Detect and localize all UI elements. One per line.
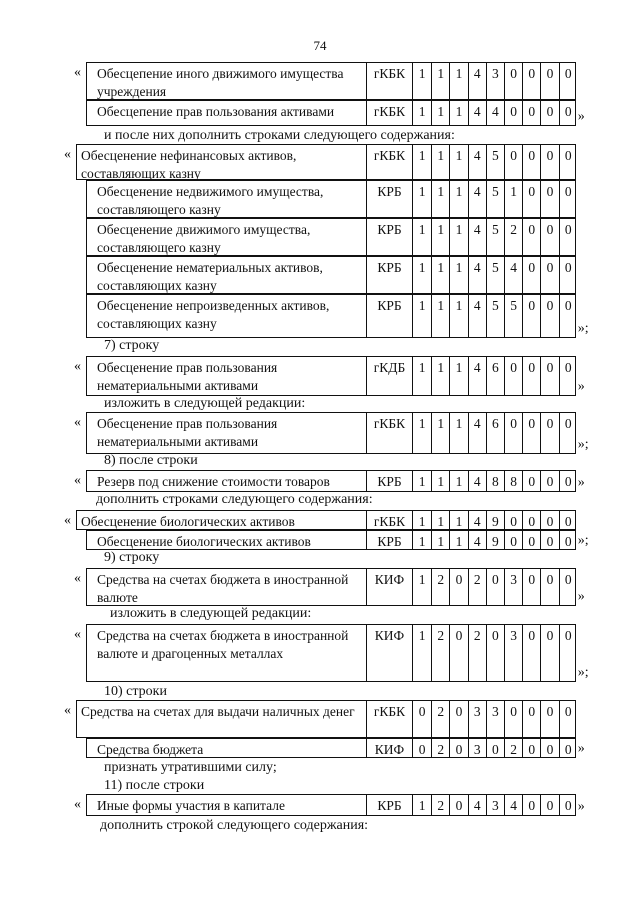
- row-digit: 0: [540, 569, 558, 605]
- row-digit: 0: [540, 219, 558, 255]
- table-row: [86, 470, 576, 492]
- row-digit: 5: [486, 257, 504, 293]
- table-row: [86, 624, 576, 682]
- row-digit: 0: [522, 701, 540, 737]
- table-row: [86, 180, 576, 218]
- row-digit: 4: [468, 101, 486, 125]
- row-name: Обесценение прав пользования нематериальными активами: [87, 413, 367, 453]
- instruction-text: изложить в следующей редакции:: [110, 606, 312, 621]
- row-code: гКДБ: [367, 357, 413, 395]
- row-digit: 1: [449, 181, 467, 217]
- row-digit: 4: [504, 257, 522, 293]
- row-digit: 2: [468, 625, 486, 681]
- row-code: КРБ: [367, 295, 413, 337]
- row-digit: 1: [418, 148, 426, 163]
- row-digit: 2: [431, 701, 449, 737]
- row-digit: 0: [540, 63, 558, 99]
- table-row: [76, 700, 576, 738]
- row-code: гКБК: [367, 511, 413, 529]
- row-code: гКБК: [367, 101, 413, 125]
- row-digit: 6: [486, 413, 504, 453]
- close-quote: »;: [577, 321, 589, 336]
- row-digit: 0: [540, 101, 558, 125]
- row-digit: 0: [522, 295, 540, 337]
- row-digit: 1: [431, 295, 449, 337]
- row-digit: 1: [418, 260, 426, 275]
- row-digit: 0: [559, 511, 577, 529]
- open-quote: «: [74, 65, 81, 80]
- row-digit: 3: [486, 795, 504, 815]
- row-digit: 0: [522, 357, 540, 395]
- row-digit: 0: [540, 701, 558, 737]
- row-name: Резерв под снижение стоимости товаров: [87, 471, 367, 491]
- row-code: КРБ: [367, 181, 413, 217]
- row-digit: 5: [486, 145, 504, 179]
- row-digit: 1: [449, 511, 467, 529]
- row-digit: 1: [449, 357, 467, 395]
- instruction-text: 7) строку: [104, 338, 160, 353]
- row-digit: 1: [431, 219, 449, 255]
- row-digit: 0: [486, 625, 504, 681]
- row-name: Обесценение недвижимого имущества, составляющего казну: [87, 181, 367, 217]
- row-digit: 1: [418, 104, 426, 119]
- row-digit: 3: [468, 701, 486, 737]
- instruction-text: 8) после строки: [104, 453, 198, 468]
- row-digit: 0: [504, 145, 522, 179]
- row-digit: 0: [504, 101, 522, 125]
- row-name: Средства на счетах бюджета в иностранной валюте и драгоценных металлах: [87, 625, 367, 681]
- close-quote: »: [577, 379, 585, 394]
- row-digit: 0: [540, 739, 558, 757]
- row-digit: 9: [486, 511, 504, 529]
- table-row: [76, 144, 576, 180]
- row-digit: 8: [504, 471, 522, 491]
- row-digit: 1: [449, 101, 467, 125]
- row-digit: 0: [540, 295, 558, 337]
- row-digit: 1: [504, 181, 522, 217]
- row-code: гКБК: [367, 63, 413, 99]
- row-digit: 0: [522, 569, 540, 605]
- instruction-text: 11) после строки: [104, 778, 205, 793]
- row-digit: 5: [486, 219, 504, 255]
- row-digit: 0: [559, 413, 577, 453]
- row-digit: 1: [431, 471, 449, 491]
- row-digit: 0: [559, 101, 577, 125]
- row-digit: 0: [522, 739, 540, 757]
- row-digit: 1: [431, 101, 449, 125]
- table-row: [86, 256, 576, 294]
- row-digit: 1: [418, 534, 426, 549]
- row-digit: 0: [559, 471, 577, 491]
- row-digit: 3: [486, 701, 504, 737]
- row-digit: 0: [522, 219, 540, 255]
- close-quote: »: [577, 589, 585, 604]
- row-digit: 0: [540, 145, 558, 179]
- row-digit: 1: [418, 298, 426, 313]
- row-digit: 0: [559, 181, 577, 217]
- row-digit: 4: [504, 795, 522, 815]
- row-digit: 0: [540, 471, 558, 491]
- row-digit: 0: [559, 569, 577, 605]
- row-digit: 2: [431, 795, 449, 815]
- row-digit: 0: [449, 569, 467, 605]
- row-digit: 4: [468, 181, 486, 217]
- row-digit: 1: [449, 145, 467, 179]
- row-digit: 0: [522, 181, 540, 217]
- row-digit: 0: [540, 357, 558, 395]
- row-code: КРБ: [367, 531, 413, 549]
- open-quote: «: [64, 703, 71, 718]
- row-digit: 1: [449, 295, 467, 337]
- instruction-text: дополнить строками следующего содержания:: [96, 492, 373, 507]
- row-digit: 0: [522, 257, 540, 293]
- row-digit: 1: [431, 181, 449, 217]
- row-digit: 0: [559, 257, 577, 293]
- row-digit: 5: [504, 295, 522, 337]
- row-digit: 5: [486, 181, 504, 217]
- row-digit: 1: [418, 798, 426, 813]
- row-digit: 0: [449, 739, 467, 757]
- row-digit: 0: [540, 511, 558, 529]
- row-digit: 4: [468, 795, 486, 815]
- row-digit: 0: [522, 413, 540, 453]
- row-digit: 0: [486, 569, 504, 605]
- row-name: Средства бюджета: [87, 739, 367, 757]
- row-digit: 8: [486, 471, 504, 491]
- row-digit: 1: [418, 572, 426, 587]
- row-name: Иные формы участия в капитале: [87, 795, 367, 815]
- row-digit: 4: [486, 101, 504, 125]
- table-row: [86, 530, 576, 550]
- row-digit: 0: [418, 742, 426, 757]
- row-digit: 0: [522, 145, 540, 179]
- table-row: [86, 62, 576, 100]
- row-digit: 0: [522, 471, 540, 491]
- row-digit: 9: [486, 531, 504, 549]
- row-digit: 4: [468, 295, 486, 337]
- row-digit: 3: [504, 569, 522, 605]
- close-quote: »;: [577, 437, 589, 452]
- row-digit: 4: [468, 531, 486, 549]
- row-digit: 0: [559, 531, 577, 549]
- close-quote: »: [577, 475, 585, 490]
- row-digit: 4: [468, 471, 486, 491]
- row-digit: 0: [559, 145, 577, 179]
- row-digit: 0: [540, 181, 558, 217]
- row-digit: 1: [418, 222, 426, 237]
- open-quote: «: [74, 415, 81, 430]
- row-digit: 3: [486, 63, 504, 99]
- row-digit: 0: [540, 413, 558, 453]
- close-quote: »: [577, 741, 585, 756]
- row-digit: 4: [468, 219, 486, 255]
- table-row: [86, 412, 576, 454]
- row-digit: 6: [486, 357, 504, 395]
- open-quote: «: [74, 571, 81, 586]
- table-row: [86, 794, 576, 816]
- row-digit: 0: [522, 63, 540, 99]
- row-digit: 1: [431, 531, 449, 549]
- instruction-text: дополнить строкой следующего содержания:: [100, 818, 369, 833]
- row-code: КРБ: [367, 471, 413, 491]
- row-code: КИФ: [367, 625, 413, 681]
- row-digit: 1: [431, 63, 449, 99]
- row-digit: 0: [540, 795, 558, 815]
- row-name: Обесценение нефинансовых активов, составляющих казну: [77, 145, 367, 179]
- row-digit: 4: [468, 63, 486, 99]
- instruction-text: 9) строку: [104, 550, 160, 565]
- row-name: Средства на счетах для выдачи наличных денег: [77, 701, 367, 737]
- row-name: Средства на счетах бюджета в иностранной валюте: [87, 569, 367, 605]
- row-digit: 0: [522, 795, 540, 815]
- row-digit: 1: [449, 63, 467, 99]
- row-digit: 1: [449, 531, 467, 549]
- row-name: Обесценение прав пользования нематериальными активами: [87, 357, 367, 395]
- row-digit: 5: [486, 295, 504, 337]
- row-name: Обесцепение иного движимого имущества учреждения: [87, 63, 367, 99]
- row-digit: 4: [468, 357, 486, 395]
- close-quote: »;: [577, 533, 589, 548]
- row-digit: 4: [468, 257, 486, 293]
- row-code: гКБК: [367, 413, 413, 453]
- row-digit: 0: [522, 531, 540, 549]
- row-digit: 2: [504, 219, 522, 255]
- row-digit: 0: [559, 739, 577, 757]
- row-digit: 0: [559, 625, 577, 681]
- row-digit: 0: [559, 357, 577, 395]
- row-name: Обесценение движимого имущества, составляющего казну: [87, 219, 367, 255]
- row-digit: 0: [504, 701, 522, 737]
- row-code: КИФ: [367, 569, 413, 605]
- row-digit: 0: [504, 357, 522, 395]
- row-digit: 0: [559, 701, 577, 737]
- row-name: Обесценение нематериальных активов, составляющих казну: [87, 257, 367, 293]
- row-digit: 0: [540, 257, 558, 293]
- row-digit: 2: [431, 625, 449, 681]
- row-digit: 1: [449, 257, 467, 293]
- row-digit: 1: [431, 511, 449, 529]
- row-digit: 0: [504, 413, 522, 453]
- table-row: [86, 294, 576, 338]
- row-digit: 1: [449, 413, 467, 453]
- row-digit: 3: [468, 739, 486, 757]
- close-quote: »: [577, 109, 585, 124]
- row-digit: 2: [431, 569, 449, 605]
- open-quote: «: [64, 513, 71, 528]
- row-digit: 0: [449, 701, 467, 737]
- row-digit: 0: [559, 63, 577, 99]
- row-name: Обесценение биологических активов: [87, 531, 367, 549]
- row-code: КРБ: [367, 257, 413, 293]
- row-digit: 0: [486, 739, 504, 757]
- row-digit: 1: [449, 471, 467, 491]
- table-row: [86, 738, 576, 758]
- row-digit: 2: [431, 739, 449, 757]
- row-digit: 0: [559, 795, 577, 815]
- row-digit: 4: [468, 511, 486, 529]
- row-digit: 0: [522, 625, 540, 681]
- row-name: Обесцепение прав пользования активами: [87, 101, 367, 125]
- close-quote: »: [577, 799, 585, 814]
- row-digit: 0: [449, 795, 467, 815]
- open-quote: «: [74, 627, 81, 642]
- row-digit: 1: [431, 413, 449, 453]
- table-row: [86, 356, 576, 396]
- table-row: [86, 100, 576, 126]
- row-digit: 1: [418, 474, 426, 489]
- row-name: Обесценение биологических активов: [77, 511, 367, 529]
- row-code: КРБ: [367, 795, 413, 815]
- row-digit: 0: [504, 63, 522, 99]
- row-digit: 4: [468, 413, 486, 453]
- instruction-text: и после них дополнить строками следующего содержания:: [104, 128, 455, 143]
- row-digit: 3: [504, 625, 522, 681]
- row-digit: 0: [559, 219, 577, 255]
- row-digit: 0: [540, 531, 558, 549]
- row-code: гКБК: [367, 701, 413, 737]
- row-code: КРБ: [367, 219, 413, 255]
- row-digit: 4: [468, 145, 486, 179]
- row-digit: 0: [540, 625, 558, 681]
- row-digit: 0: [559, 295, 577, 337]
- open-quote: «: [64, 147, 71, 162]
- row-digit: 1: [418, 184, 426, 199]
- row-digit: 1: [431, 257, 449, 293]
- row-digit: 0: [522, 511, 540, 529]
- row-digit: 0: [449, 625, 467, 681]
- row-digit: 1: [431, 145, 449, 179]
- row-digit: 2: [468, 569, 486, 605]
- row-code: КИФ: [367, 739, 413, 757]
- row-digit: 1: [431, 357, 449, 395]
- row-digit: 1: [449, 219, 467, 255]
- row-digit: 1: [418, 360, 426, 375]
- page-number: 74: [313, 38, 327, 53]
- row-digit: 0: [504, 531, 522, 549]
- instruction-text: изложить в следующей редакции:: [104, 396, 306, 411]
- row-digit: 1: [418, 416, 426, 431]
- row-code: гКБК: [367, 145, 413, 179]
- table-row: [76, 510, 576, 530]
- row-digit: 0: [418, 704, 426, 719]
- close-quote: »;: [577, 665, 589, 680]
- row-digit: 2: [504, 739, 522, 757]
- row-digit: 0: [522, 101, 540, 125]
- table-row: [86, 218, 576, 256]
- open-quote: «: [74, 473, 81, 488]
- instruction-text: 10) строки: [104, 684, 167, 699]
- open-quote: «: [74, 797, 81, 812]
- row-name: Обесценение непроизведенных активов, составляющих казну: [87, 295, 367, 337]
- row-digit: 1: [418, 628, 426, 643]
- table-row: [86, 568, 576, 606]
- instruction-text: признать утратившими силу;: [104, 760, 277, 775]
- row-digit: 0: [504, 511, 522, 529]
- row-digit: 1: [418, 66, 426, 81]
- open-quote: «: [74, 359, 81, 374]
- row-digit: 1: [418, 514, 426, 529]
